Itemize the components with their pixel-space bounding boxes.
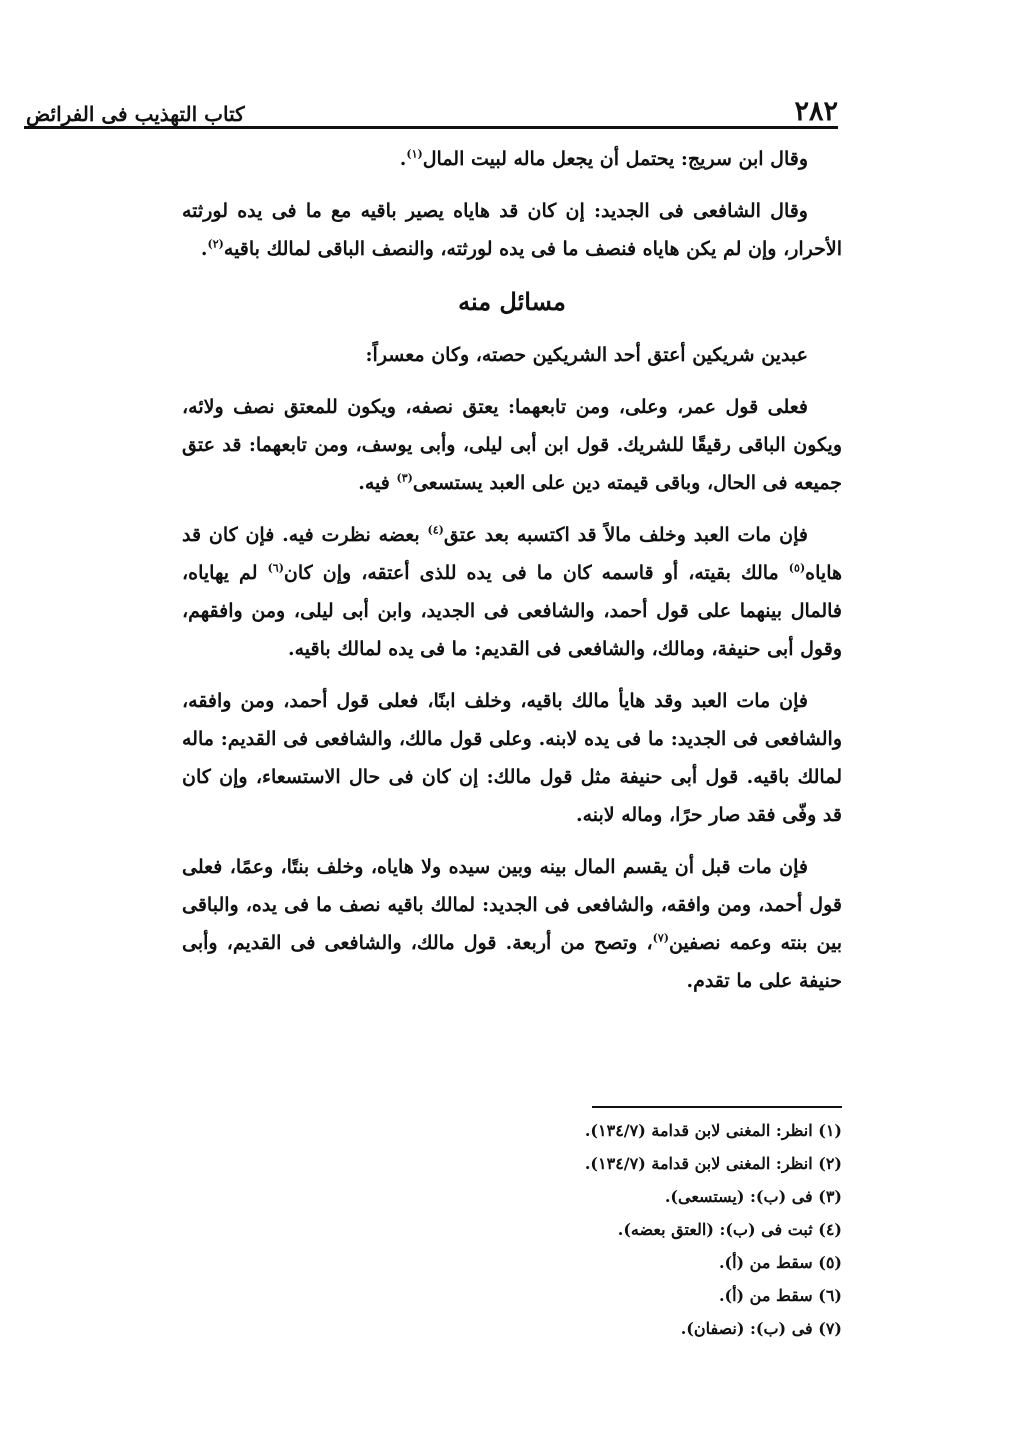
paragraph-text: فإن مات قبل أن يقسم المال بينه وبين سيده ولا هاياه، وخلف بنتًا، وعمًا، فعلى قول أحمد، ومن وافقه، والشافعى فى الجديد: لمالك باقيه نصف ما فى يده، والباقى بين بنته وعمه نصفين <box>182 856 842 954</box>
running-title: كتاب التهذيب فى الفرائض <box>26 102 245 126</box>
footnote-ref: (٥) <box>788 561 806 575</box>
footnote-1: (١) انظر: المغنى لابن قدامة (١٣٤/٧). <box>584 1121 842 1140</box>
paragraph-died-before-division <box>182 848 842 1000</box>
paragraph-text: بعضه نظرت فيه. فإن كان قد هاياه <box>182 524 842 584</box>
footnote-2: (٢) انظر: المغنى لابن قدامة (١٣٤/٧). <box>584 1154 842 1173</box>
header-rule <box>24 126 838 129</box>
paragraph-slave-left-son <box>182 682 842 834</box>
footnote-ref: (٣) <box>396 471 413 485</box>
paragraph-two-slaves <box>182 336 842 374</box>
page-header <box>26 84 838 128</box>
footnote-ref: (٦) <box>267 561 284 575</box>
paragraph-slave-died-with-wealth <box>182 516 842 668</box>
paragraph-text: وقال الشافعى فى الجديد: إن كان قد هاياه يصير باقيه مع ما فى يده لورثته الأحرار، وإن لم يكن هاياه فنصف ما فى يده لورثته، والنصف الباقى لمالك باقيه <box>182 200 842 260</box>
footnote-ref: (١) <box>406 147 423 161</box>
paragraph-text: فعلى قول عمر، وعلى، ومن تابعهما: يعتق نصفه، ويكون للمعتق نصف ولائه، ويكون الباقى رقيقًا للشريك. قول ابن أبى ليلى، وأبى يوسف، ومن تابعهما: قد عتق جميعه فى الحال، وباقى قيمته دين على العبد يستسعى <box>182 396 842 494</box>
paragraph-shafii-new: وقال الشافعى فى الجديد: إن كان قد هاياه يصير باقيه مع ما فى يده لورثته الأحرار، وإن لم يكن هاياه فنصف ما فى يده لورثته، والنصف الباقى لمالك باقيه$^{(٢)}$. <box>182 200 842 260</box>
paragraph-text: مالك بقيته، أو قاسمه كان ما فى يده للذى أعتقه، وإن كان <box>283 562 789 584</box>
paragraph-text: وقال ابن سريج: يحتمل أن يجعل ماله لبيت المال <box>422 148 808 170</box>
footnote-ref: (٧) <box>652 931 669 945</box>
page-number: ٢٨٢ <box>794 96 838 127</box>
footnote-4: (٤) ثبت فى (ب): (العتق بعضه). <box>617 1220 842 1239</box>
paragraph-ibn-surayj: وقال ابن سريج: يحتمل أن يجعل ماله لبيت المال$^{(١)}$. <box>399 147 808 170</box>
footnote-5: (٥) سقط من (أ). <box>718 1253 842 1272</box>
paragraph-text: فيه. <box>358 472 397 494</box>
paragraph-text: عبدين شريكين أعتق أحد الشريكين حصته، وكان معسراً: <box>365 344 808 366</box>
section-heading: مسائل منه <box>458 287 566 316</box>
footnote-separator <box>592 1106 842 1108</box>
main-text <box>182 140 842 1014</box>
paragraph-umar-ali <box>182 388 842 502</box>
footnotes <box>182 1114 842 1345</box>
footnote-ref: (٢) <box>207 237 224 251</box>
footnote-6: (٦) سقط من (أ). <box>718 1286 842 1305</box>
footnote-ref: (٤) <box>427 523 444 537</box>
paragraph-text: فإن مات العبد وخلف مالاً قد اكتسبه بعد عتق <box>443 524 808 546</box>
paragraph-text: ، وتصح من أربعة. قول مالك، والشافعى فى القديم، وأبى حنيفة على ما تقدم. <box>182 932 842 992</box>
footnote-3: (٣) فى (ب): (يستسعى). <box>664 1187 842 1206</box>
paragraph-text: فإن مات العبد وقد هايأ مالك باقيه، وخلف ابنًا، فعلى قول أحمد، ومن وافقه، والشافعى فى الجديد: ما فى يده لابنه. وعلى قول مالك، والشافعى فى القديم: ماله لمالك باقيه. قول أبى حنيفة مثل قول مالك: إن كان فى حال الاستسعاء، وإن كان قد وفّى فقد صار حرًا، وماله لابنه. <box>182 690 842 826</box>
footnote-7: (٧) فى (ب): (نصفان). <box>680 1319 842 1338</box>
paragraph-text: لم يهاياه، فالمال بينهما على قول أحمد، والشافعى فى الجديد، وابن أبى ليلى، ومن وافقهم، وقول أبى حنيفة، ومالك، والشافعى فى القديم: ما فى يده لمالك باقيه. <box>182 562 842 660</box>
